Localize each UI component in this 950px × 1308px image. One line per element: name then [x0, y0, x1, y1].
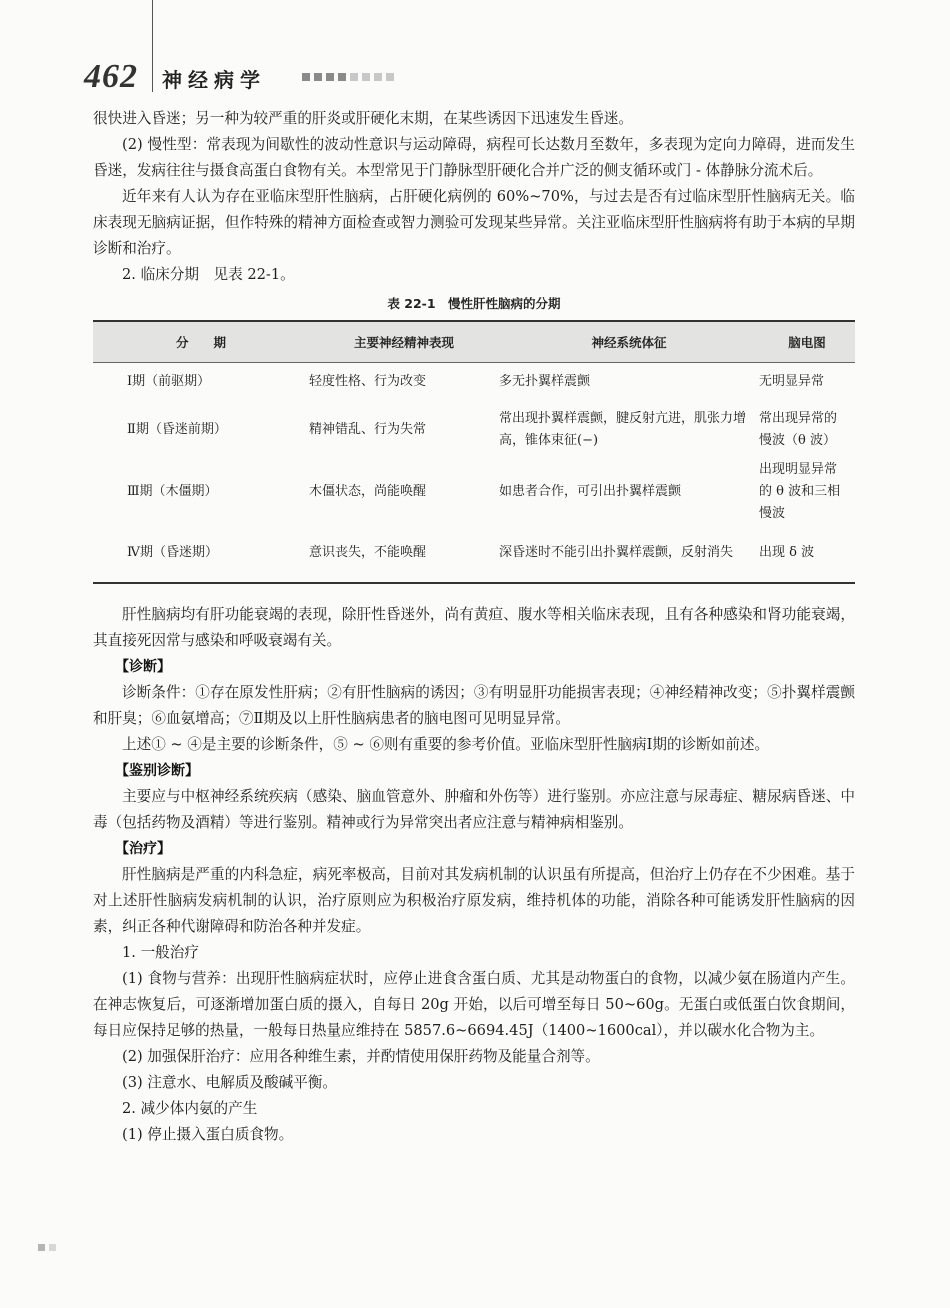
table-cell: 意识丧失，不能唤醒 — [309, 525, 499, 583]
list-item: (1) 停止摄入蛋白质食物。 — [122, 1125, 294, 1143]
table-header-cell: 脑电图 — [759, 321, 855, 363]
table-title: 表 22-1 慢性肝性脑病的分期 — [387, 296, 561, 311]
list-item: 2. 减少体内氨的产生 — [122, 1099, 258, 1117]
section-heading-diagnosis: 【诊断】 — [115, 658, 171, 675]
table-row — [93, 401, 855, 459]
table-cell: Ⅰ期（前驱期） — [127, 373, 211, 389]
paragraph: 诊断条件：①存在原发性肝病；②有肝性脑病的诱因；③有明显肝功能损害表现；④神经精神改变；⑤扑翼样震颤和肝臭；⑥血氨增高；⑦Ⅱ期及以上肝性脑病患者的脑电图可见明显异常。 — [93, 683, 855, 727]
table-header-row — [93, 321, 855, 363]
paragraph: 近年来有人认为存在亚临床型肝性脑病，占肝硬化病例的 60%~70%，与过去是否有过临床型肝性脑病无关。临床表现无脑病证据，但作特殊的精神方面检查或智力测验可发现某些异常。关注亚临床型肝性脑病将有助于本病的早期诊断和治疗。 — [93, 188, 855, 257]
table-cell: 无明显异常 — [759, 373, 825, 389]
table-cell: 常出现扑翼样震颤，腱反射亢进，肌张力增高，锥体束征(−) — [499, 410, 747, 448]
footer-decoration — [38, 1244, 56, 1251]
table-cell: 轻度性格、行为改变 — [309, 373, 427, 389]
table-cell: 如患者合作，可引出扑翼样震颤 — [499, 483, 682, 499]
paragraph: (2) 慢性型：常表现为间歇性的波动性意识与运动障碍，病程可长达数月至数年，多表现为定向力障碍，进而发生昏迷，发病往往与摄食高蛋白食物有关。本型常见于门静脉型肝硬化合并广泛的侧支循环或门 - 体静脉分流术后。 — [93, 136, 855, 179]
paragraph: 主要应与中枢神经系统疾病（感染、脑血管意外、肿瘤和外伤等）进行鉴别。亦应注意与尿毒症、糖尿病昏迷、中毒（包括药物及酒精）等进行鉴别。精神或行为异常突出者应注意与精神病相鉴别。 — [93, 787, 855, 831]
table-cell: 出现明显异常的 θ 波和三相慢波 — [759, 461, 841, 521]
list-item: (3) 注意水、电解质及酸碱平衡。 — [122, 1073, 338, 1091]
section-heading-differential: 【鉴别诊断】 — [115, 762, 199, 779]
table-cell: 多无扑翼样震颤 — [499, 373, 591, 389]
staging-table — [93, 320, 855, 584]
table-cell: 木僵状态，尚能唤醒 — [309, 483, 427, 499]
table-cell: Ⅳ期（昏迷期） — [93, 525, 309, 583]
section-heading-treatment: 【治疗】 — [115, 840, 171, 857]
list-item: (1) 食物与营养：出现肝性脑病症状时，应停止进食含蛋白质、尤其是动物蛋白的食物，以减少氨在肠道内产生。在神志恢复后，可逐渐增加蛋白质的摄入，自每日 20g 开始，以后可增至每日 50~60g。无蛋白或低蛋白饮食期间，每日应保持足够的热量，一般每日热量应维持在 5857.6~6694.45J（1400~1600cal），并以碳水化合物为主。 — [93, 969, 855, 1039]
table-header-cell: 主要神经精神表现 — [309, 321, 499, 363]
table-cell: 精神错乱、行为失常 — [309, 421, 427, 437]
page-number: 462 — [84, 58, 138, 95]
table-cell: Ⅲ期（木僵期） — [127, 483, 218, 499]
page-content — [93, 106, 855, 1148]
table-header-cell: 分 期 — [93, 321, 309, 363]
table-header-cell: 神经系统体征 — [499, 321, 759, 363]
paragraph: 肝性脑病是严重的内科急症，病死率极高，目前对其发病机制的认识虽有所提高，但治疗上仍存在不少困难。基于对上述肝性脑病发病机制的认识，治疗原则应为积极治疗原发病，维持机体的功能，消除各种可能诱发肝性脑病的因素，纠正各种代谢障碍和防治各种并发症。 — [93, 865, 855, 935]
table-cell: 深昏迷时不能引出扑翼样震颤，反射消失 — [499, 525, 759, 583]
table-cell: 出现 δ 波 — [759, 525, 855, 583]
table-row — [93, 525, 855, 583]
table-cell: 常出现异常的慢波（θ 波） — [759, 410, 838, 448]
paragraph: 很快进入昏迷；另一种为较严重的肝炎或肝硬化末期，在某些诱因下迅速发生昏迷。 — [93, 110, 633, 127]
header-decoration — [302, 73, 394, 81]
paragraph: 肝性脑病均有肝功能衰竭的表现，除肝性昏迷外，尚有黄疸、腹水等相关临床表现，且有各种感染和肾功能衰竭，其直接死因常与感染和呼吸衰竭有关。 — [93, 605, 855, 649]
list-item: 1. 一般治疗 — [122, 943, 199, 961]
table-row — [93, 459, 855, 525]
list-item: (2) 加强保肝治疗：应用各种维生素，并酌情使用保肝药物及能量合剂等。 — [122, 1047, 600, 1065]
book-title: 神经病学 — [162, 68, 266, 92]
table-cell: Ⅱ期（昏迷前期） — [127, 421, 227, 437]
paragraph: 2. 临床分期 见表 22-1。 — [122, 266, 295, 283]
header-divider-line — [152, 0, 153, 92]
paragraph: 上述① ~ ④是主要的诊断条件，⑤ ~ ⑥则有重要的参考价值。亚临床型肝性脑病Ⅰ期的诊断如前述。 — [122, 735, 770, 753]
table-row — [93, 363, 855, 401]
